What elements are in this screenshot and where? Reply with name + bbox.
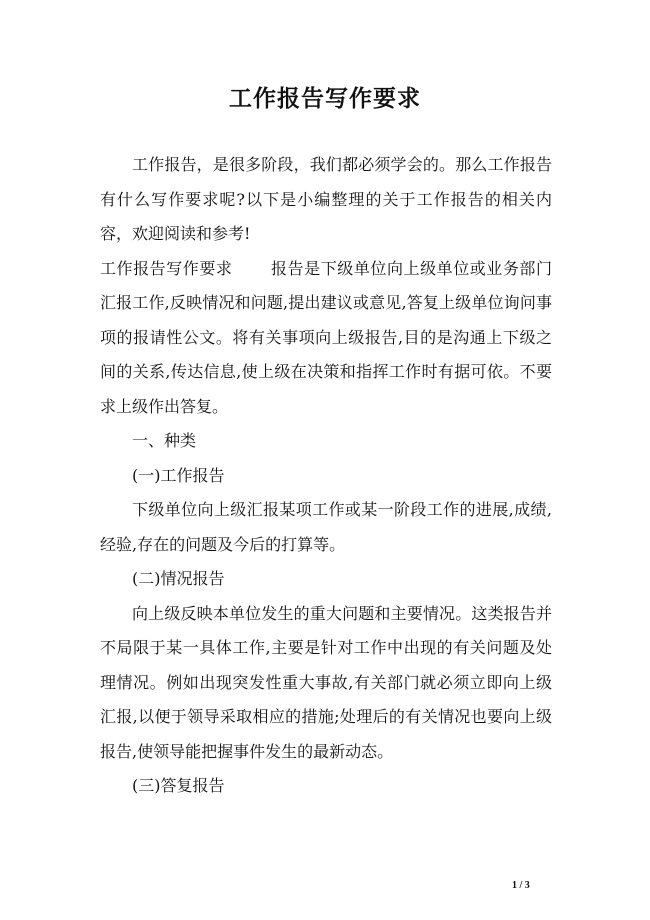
document-body: [100, 148, 552, 804]
definition-paragraph: [100, 252, 552, 425]
subheading-situation-report: (二)情况报告: [132, 569, 225, 588]
definition-text: 报告是下级单位向上级单位或业务部门汇报工作,反映情况和问题,提出建议或意见,答复上级单位询问事项的报请性公文。将有关事项向上级报告,目的是沟通上下级之间的关系,传达信息,使上级在决策和指挥工作时有据可依。不要求上级作出答复。: [100, 258, 552, 416]
situation-report-paragraph: 向上级反映本单位发生的重大问题和主要情况。这类报告并不局限于某一具体工作,主要是针对工作中出现的有关问题及处理情况。例如出现突发性重大事故,有关部门就必须立即向上级汇报,以便于领导采取相应的措施;处理后的有关情况也要向上级报告,使领导能把握事件发生的最新动态。: [100, 603, 552, 761]
page-number: 1 / 3: [512, 880, 530, 891]
page-title: 工作报告写作要求: [229, 85, 421, 112]
subheading-reply-report: (三)答复报告: [132, 776, 225, 795]
intro-paragraph: 工作报告，是很多阶段，我们都必须学会的。那么工作报告有什么写作要求呢?以下是小编整理的关于工作报告的相关内容，欢迎阅读和参考!: [100, 155, 552, 243]
work-report-paragraph: 下级单位向上级汇报某项工作或某一阶段工作的进展,成绩,经验,存在的问题及今后的打算等。: [100, 500, 552, 554]
subheading-work-report: (一)工作报告: [132, 465, 225, 485]
section-label: 工作报告写作要求: [100, 258, 233, 278]
heading-types: 一、种类: [132, 431, 197, 450]
